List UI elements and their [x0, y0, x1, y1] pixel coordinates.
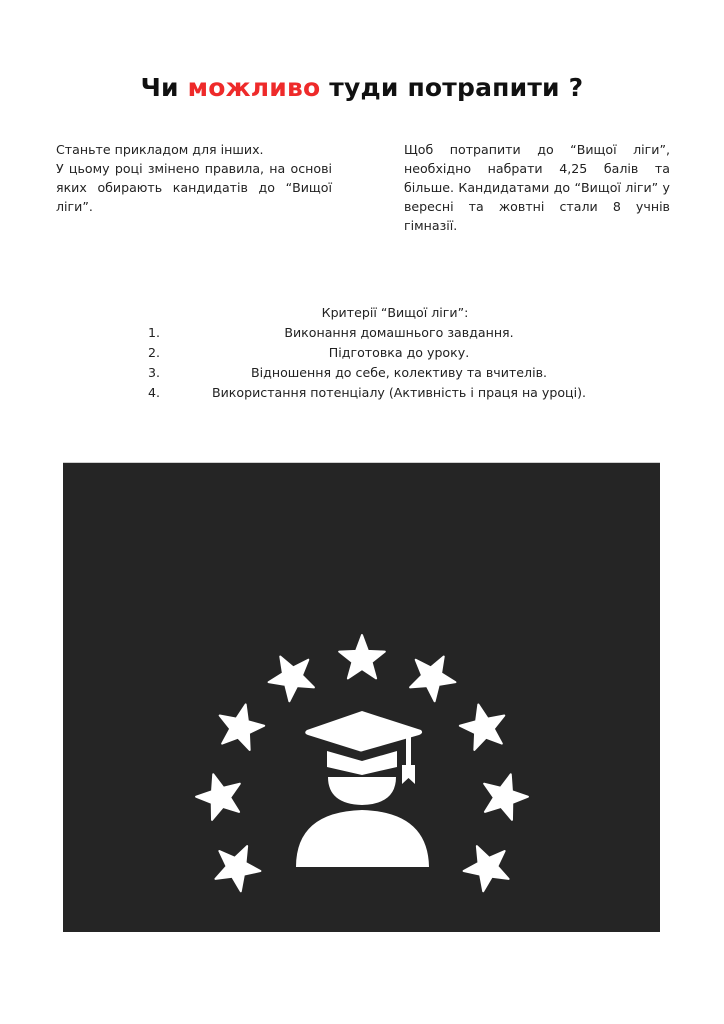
criteria-item-number: 1. — [148, 325, 161, 340]
tassel — [402, 765, 415, 784]
star-icon — [339, 635, 385, 678]
intro-left-column — [56, 140, 332, 216]
star-icon — [208, 696, 269, 758]
title-end: туди потрапити ? — [320, 73, 584, 102]
criteria-item — [140, 363, 610, 383]
criteria-item-number: 3. — [148, 365, 161, 380]
criteria-item — [140, 323, 610, 343]
star-icon — [484, 774, 529, 821]
star-icon — [460, 838, 520, 899]
intro-line-2: У цьому році змінено правила, на основі яких обирають кандидатів до “Вищої ліги”. — [56, 161, 332, 214]
graduate-figure — [296, 711, 429, 867]
star-icon — [195, 774, 240, 821]
star-icon — [260, 645, 321, 705]
star-icon — [402, 645, 463, 705]
mortarboard-icon — [305, 711, 422, 752]
criteria-item-text: Використання потенціалу (Активність і праця на уроці). — [211, 385, 587, 400]
criteria-item-text: Відношення до себе, колективу та вчителів. — [251, 365, 547, 380]
requirements-text: Щоб потрапити до “Вищої ліги”, необхідно набрати 4,25 балів та більше. Кандидатами до “Вищої ліги” у вересні та жовтні стали 8 учнів гімназії. — [404, 142, 670, 233]
face — [328, 777, 396, 805]
star-icon — [455, 696, 516, 758]
cap-band — [327, 751, 397, 775]
criteria-item-number: 4. — [148, 385, 161, 400]
criteria-item-text: Виконання домашнього завдання. — [284, 325, 514, 340]
title-accent: можливо — [187, 73, 321, 102]
criteria-list — [140, 303, 610, 403]
criteria-item — [140, 343, 610, 363]
graduate-with-stars-icon — [63, 463, 660, 932]
intro-right-column — [404, 140, 670, 235]
body — [296, 810, 429, 867]
title-start: Чи — [140, 73, 188, 102]
page-title — [0, 73, 724, 102]
criteria-item-text: Підготовка до уроку. — [328, 345, 470, 360]
criteria-item-number: 2. — [148, 345, 161, 360]
tassel-cord — [406, 733, 411, 768]
star-icon — [205, 838, 265, 899]
criteria-item — [140, 383, 610, 403]
intro-line-1: Станьте прикладом для інших. — [56, 142, 264, 157]
illustration-panel — [63, 462, 660, 932]
criteria-title: Критерії “Вищої ліги”: — [321, 305, 469, 320]
